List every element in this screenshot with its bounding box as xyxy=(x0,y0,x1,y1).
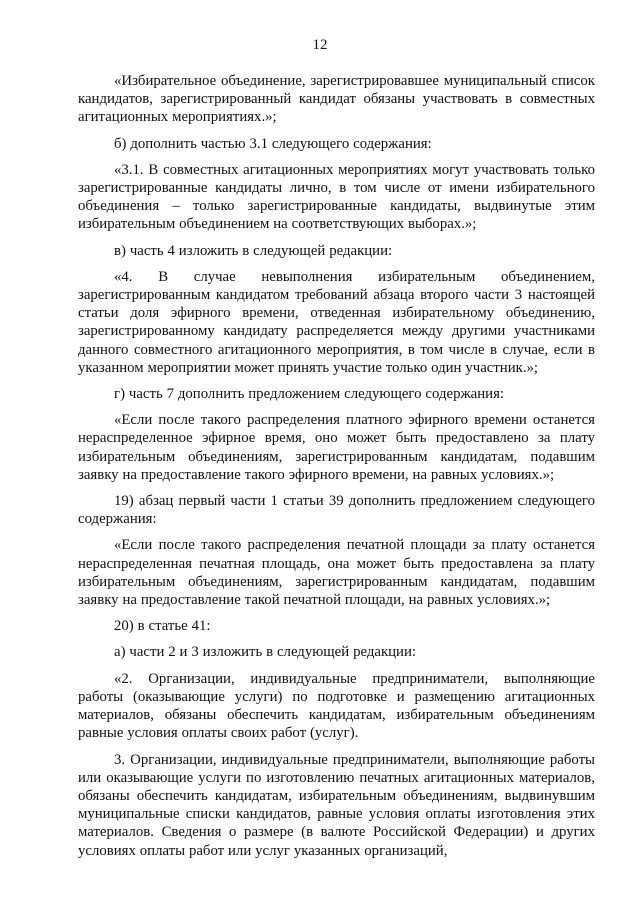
paragraph-9: «Если после такого распределения печатной площади за плату останется нераспределенная печатная площадь, она может быть предоставлена за плату избирательным объединениям, зарегистрированным кандидатам, подавшим заявку на предоставление такой печатной площади, на равных условиях.»; xyxy=(78,537,595,609)
paragraph-5: «4. В случае невыполнения избирательным объединением, зарегистрированным кандидатом требований абзаца второго части 3 настоящей статьи доля эфирного времени, отведенная избирательному объединению, зарегистрированному кандидату распределяется между другими участниками данного совместного агитационного мероприятия, в том числе в случае, если в указанном мероприятии может принять участие только один участник.»; xyxy=(78,268,595,376)
paragraph-1: «Избирательное объединение, зарегистрировавшее муниципальный список кандидатов, зарегистрированный кандидат обязаны участвовать в совместных агитационных мероприятиях.»; xyxy=(78,73,595,126)
paragraph-3: «3.1. В совместных агитационных мероприятиях могут участвовать только зарегистрированные кандидаты лично, в том числе от имени избирательного объединения – только зарегистрированные кандидаты, выдвинутые этим избирательным объединением на соответствующих выборах.»; xyxy=(78,161,595,233)
paragraph-6: г) часть 7 дополнить предложением следующего содержания: xyxy=(114,386,505,403)
paragraph-2: б) дополнить частью 3.1 следующего содержания: xyxy=(114,135,432,152)
paragraph-8: 19) абзац первый части 1 статьи 39 дополнить предложением следующего содержания: xyxy=(78,493,595,528)
paragraph-10: 20) в статье 41: xyxy=(114,618,211,635)
paragraph-4: в) часть 4 изложить в следующей редакции: xyxy=(114,242,393,259)
document-text xyxy=(78,72,595,887)
paragraph-7: «Если после такого распределения платного эфирного времени останется нераспределенное эфирное время, оно может быть предоставлено за плату избирательным объединениям, зарегистрированным кандидатам, подавшим заявку на предоставление такого эфирного времени, на равных условиях.»; xyxy=(78,412,595,483)
page-number: 12 xyxy=(312,37,328,53)
paragraph-11: а) части 2 и 3 изложить в следующей редакции: xyxy=(114,644,416,661)
paragraph-12: «2. Организации, индивидуальные предприниматели, выполняющие работы (оказывающие услуги) по подготовке и размещению агитационных материалов, обязаны обеспечить кандидатам, избирательным объединениям равные условия оплаты своих работ (услуг). xyxy=(78,670,595,742)
paragraph-13: 3. Организации, индивидуальные предприниматели, выполняющие работы или оказывающие услуги по изготовлению печатных агитационных материалов, обязаны обеспечить кандидатам, избирательным объединениям, выдвинувшим муниципальные списки кандидатов, равные условия оплаты изготовления этих материалов. Сведения о размере (в валюте Российской Федерации) и других условиях оплаты работ или услуг указанных организаций, xyxy=(78,751,595,859)
